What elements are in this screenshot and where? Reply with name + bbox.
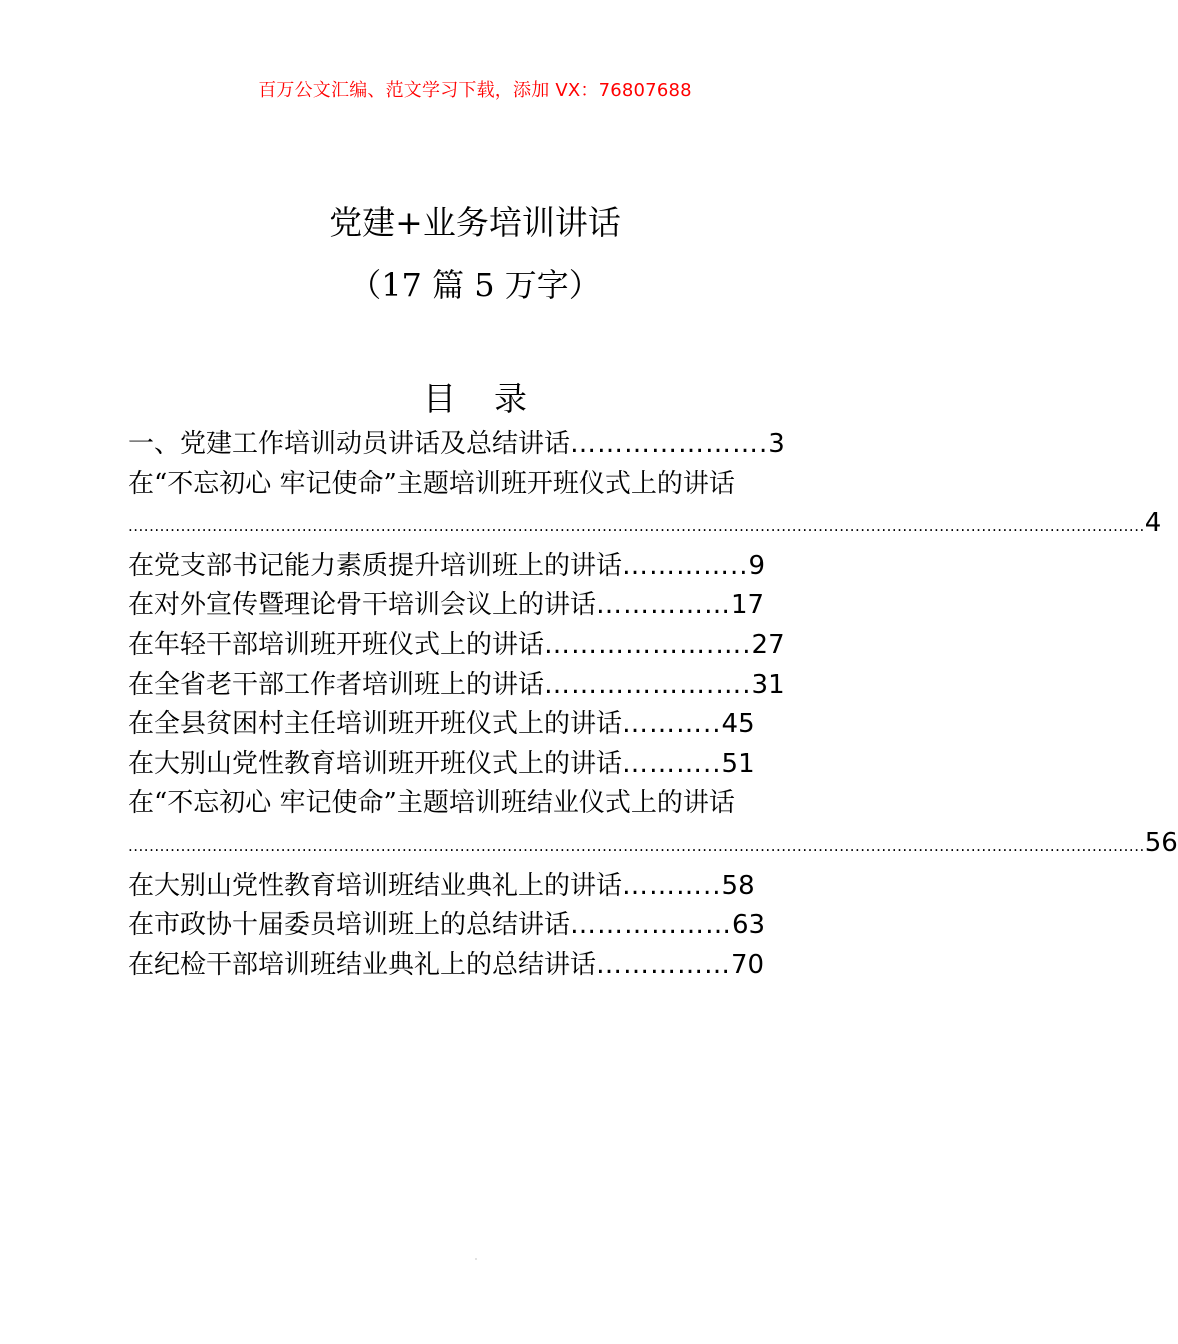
toc-entry[interactable] xyxy=(128,547,840,587)
toc-leader-dots: ……….. xyxy=(622,709,722,740)
toc-entry-page: 4 xyxy=(1144,508,1162,539)
document-title: 党建+业务培训讲话 xyxy=(329,203,621,242)
toc-entry[interactable] xyxy=(128,784,1178,866)
toc-entry-page: 31 xyxy=(751,669,785,700)
toc-leader-dots: ……………….…. xyxy=(544,629,752,660)
toc-entry-title: 在对外宣传暨理论骨干培训会议上的讲话 xyxy=(128,590,597,621)
toc-entry[interactable] xyxy=(128,946,840,986)
toc-entry-title: 一、党建工作培训动员讲话及总结讲话 xyxy=(128,429,571,459)
toc-entry-title: 在大别山党性教育培训班结业典礼上的讲话 xyxy=(128,870,623,901)
toc-entry-page: 45 xyxy=(721,709,755,740)
toc-entry-title: 在全县贫困村主任培训班开班仪式上的讲话 xyxy=(128,709,623,740)
toc-leader-dots: ................................................................................................................................................................................................. xyxy=(128,517,1145,536)
toc-entry[interactable] xyxy=(128,465,1162,547)
toc-entry-title: 在全省老干部工作者培训班上的讲话 xyxy=(128,669,545,700)
toc-entry-title: 在年轻干部培训班开班仪式上的讲话 xyxy=(128,629,545,660)
toc-entry-page: 17 xyxy=(731,590,765,621)
toc-entry[interactable] xyxy=(128,906,840,946)
toc-leader-dots: …………… xyxy=(596,590,732,621)
toc-entry-title: 在纪检干部培训班结业典礼上的总结讲话 xyxy=(128,949,597,980)
toc-leader-dots: ................................................................................................................................................................................................. xyxy=(128,836,1145,855)
toc-entry-page: 3 xyxy=(768,429,785,459)
toc-entry-page: 63 xyxy=(732,910,766,941)
toc-entry-page: 56 xyxy=(1144,827,1178,858)
toc-leader-dots: ……………… xyxy=(570,910,733,941)
toc-entry[interactable] xyxy=(128,425,840,465)
toc-entry[interactable] xyxy=(128,745,840,785)
toc-entry[interactable] xyxy=(128,666,840,706)
toc-leader-dots: ………….. xyxy=(622,550,749,581)
toc-leader-dots: ……………….…. xyxy=(544,669,752,700)
toc-heading: 目录 xyxy=(423,379,565,418)
toc-entry[interactable] xyxy=(128,867,840,907)
toc-entry-page: 51 xyxy=(721,748,755,779)
table-of-contents xyxy=(128,425,1178,985)
toc-entry-title: 在市政协十届委员培训班上的总结讲话 xyxy=(128,910,571,941)
toc-entry[interactable] xyxy=(128,586,840,626)
toc-entry-title: 在大别山党性教育培训班开班仪式上的讲话 xyxy=(128,748,623,779)
document-subtitle: （17 篇 5 万字） xyxy=(349,266,601,304)
toc-entry-title: 在“不忘初心 牢记使命”主题培训班开班仪式上的讲话 xyxy=(128,468,735,499)
header-note: 百万公文汇编、范文学习下载，添加 VX：76807688 xyxy=(258,80,692,101)
toc-entry-title: 在党支部书记能力素质提升培训班上的讲话 xyxy=(128,550,623,581)
toc-entry-page: 9 xyxy=(748,550,766,581)
toc-entry-page: 58 xyxy=(721,870,755,901)
toc-leader-dots: …………… xyxy=(596,949,732,980)
toc-leader-dots: ……….. xyxy=(622,748,722,779)
footer-mark xyxy=(475,1258,477,1260)
toc-leader-dots: ……….. xyxy=(622,870,722,901)
toc-entry-page: 70 xyxy=(731,949,765,980)
toc-entry-page: 27 xyxy=(751,629,785,660)
toc-entry-title: 在“不忘初心 牢记使命”主题培训班结业仪式上的讲话 xyxy=(128,788,735,819)
toc-leader-dots: …………………. xyxy=(570,429,769,459)
toc-entry[interactable] xyxy=(128,626,840,666)
toc-entry[interactable] xyxy=(128,705,840,745)
